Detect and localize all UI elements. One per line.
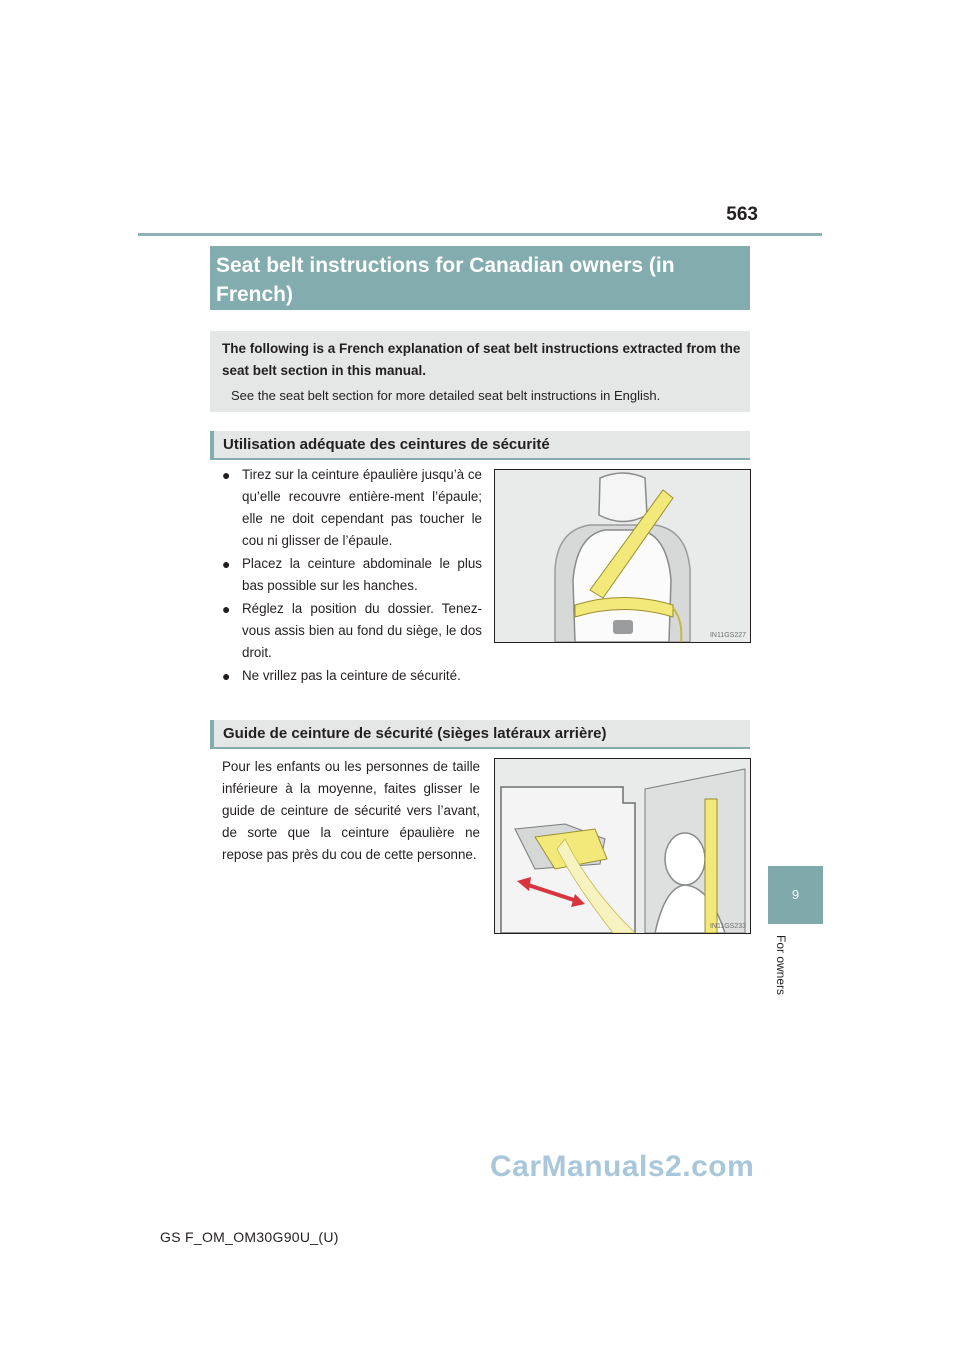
bullet-icon: ● xyxy=(222,668,231,684)
section-label xyxy=(770,935,800,1005)
seated-person-illustration xyxy=(495,470,750,642)
page-number: 563 xyxy=(726,204,758,225)
section2-paragraph: Pour les enfants ou les personnes de taille inférieure à la moyenne, faites glisser le guide de ceinture de sécurité vers l’avant, de sorte que la ceinture épaulière ne repose pas près du cou de cette personne. xyxy=(222,759,480,862)
bullet-text: Tirez sur la ceinture épaulière jusqu’à ce qu’elle recouvre entière-ment l’épaule; elle ne doit cependant pas toucher le cou ni glisser de l’épaule. xyxy=(242,467,482,548)
belt-guide-figure xyxy=(494,758,751,934)
seatbelt-figure xyxy=(494,469,751,643)
header-rule xyxy=(138,233,822,236)
bullet-item xyxy=(222,553,482,597)
section1-heading-bar xyxy=(210,431,750,460)
title-bar xyxy=(210,246,750,310)
belt-guide-illustration xyxy=(495,759,750,933)
bullet-item xyxy=(222,665,512,687)
bullet-text: Placez la ceinture abdominale le plus bas possible sur les hanches. xyxy=(242,556,482,593)
footer-code: GS F_OM_OM30G90U_(U) xyxy=(160,1229,339,1245)
section2-heading: Guide de ceinture de sécurité (sièges latéraux arrière) xyxy=(223,725,607,742)
intro-note: See the seat belt section for more detailed seat belt instructions in English. xyxy=(231,388,661,403)
figure-code: IN11GS233 xyxy=(709,923,746,930)
intro-box xyxy=(210,331,750,412)
bullet-text: Réglez la position du dossier. Tenez-vous assis bien au fond du siège, le dos droit. xyxy=(242,601,482,660)
bullet-text: Ne vrillez pas la ceinture de sécurité. xyxy=(242,668,461,683)
page-title: Seat belt instructions for Canadian owners (in French) xyxy=(216,254,675,306)
section-label-text: For owners xyxy=(774,935,788,996)
section2-heading-bar xyxy=(210,720,750,749)
section1-bullet-list xyxy=(222,464,482,688)
intro-lead: The following is a French explanation of seat belt instructions extracted from the seat belt section in this manual. xyxy=(222,341,741,378)
bullet-icon: ● xyxy=(222,601,231,617)
section-tab: 9 xyxy=(768,866,823,924)
watermark-text: CarManuals2.com xyxy=(490,1150,755,1183)
bullet-item xyxy=(222,464,482,552)
figure-code: IN11GS227 xyxy=(709,632,746,639)
bullet-icon: ● xyxy=(222,556,231,572)
section1-heading: Utilisation adéquate des ceintures de sécurité xyxy=(223,436,550,453)
bullet-icon: ● xyxy=(222,467,231,483)
bullet-item xyxy=(222,598,482,664)
